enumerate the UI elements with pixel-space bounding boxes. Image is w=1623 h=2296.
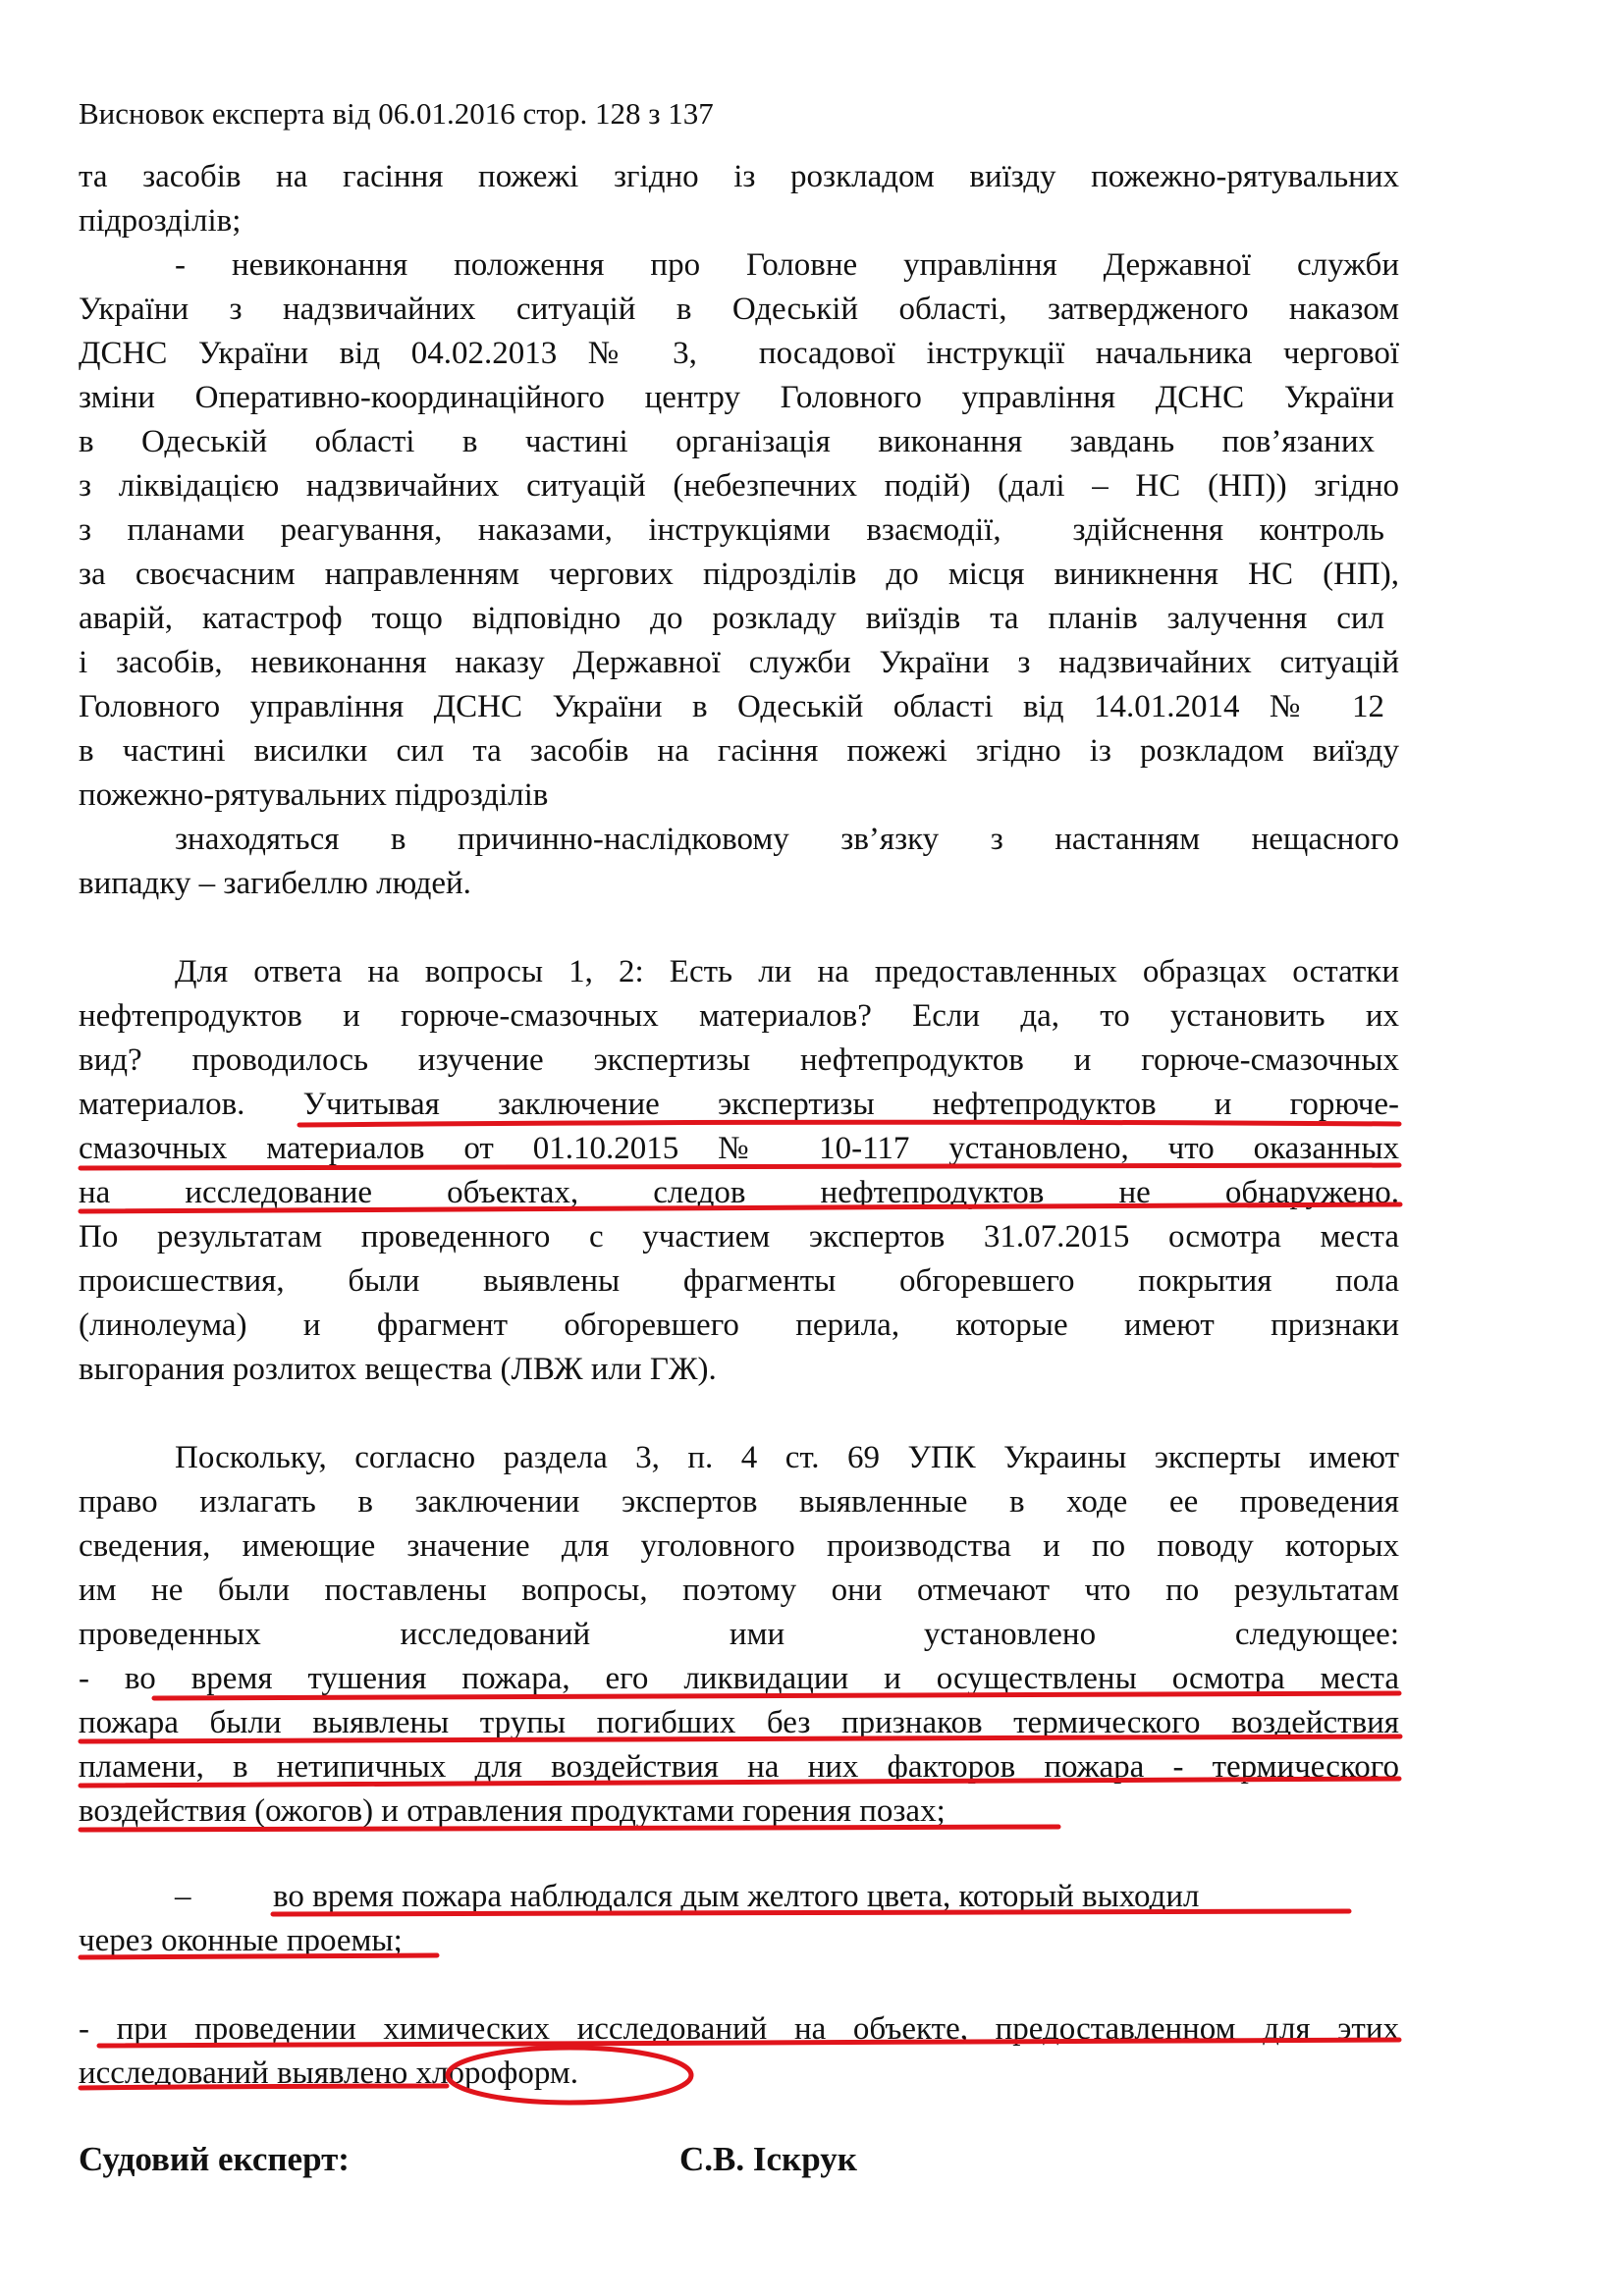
text-line: - во время тушения пожара, его ликвидации и осуществлены осмотра места <box>79 1661 1399 1696</box>
text-line: та засобів на гасіння пожежі згідно із розкладом виїзду пожежно-рятувальних <box>79 159 1399 194</box>
text-line: зміни Оперативно-координаційного центру Головного управління ДСНС України <box>79 380 1394 415</box>
text-line: - при проведении химических исследований на объекте, предоставленном для этих <box>79 2011 1399 2047</box>
signature-role: Судовий експерт: <box>79 2140 350 2178</box>
text-line: во время пожара наблюдался дым желтого цвета, который выходил <box>273 1879 1200 1914</box>
text-line: вид? проводилось изучение экспертизы нефтепродуктов и горюче-смазочных <box>79 1042 1399 1078</box>
text-line: выгорания розлитох вещества (ЛВЖ или ГЖ). <box>79 1352 717 1387</box>
text-line: за своєчасним направленням чергових підрозділів до місця виникнення НС (НП), <box>79 557 1399 592</box>
text-line: на исследование объектах, следов нефтепродуктов не обнаружено. <box>79 1175 1399 1210</box>
text-line: пожара были выявлены трупы погибших без признаков термического воздействия <box>79 1705 1399 1740</box>
text-line: аварій, катастроф тощо відповідно до розкладу виїздів та планів залучення сил <box>79 601 1384 636</box>
text-line: ДСНС України від 04.02.2013 № 3, посадової інструкції начальника чергової <box>79 336 1399 371</box>
text-line: знаходяться в причинно-наслідковому зв’язку з настанням нещасного <box>175 822 1399 857</box>
text-line: им не были поставлены вопросы, поэтому они отмечают что по результатам <box>79 1573 1399 1608</box>
text-line: (линолеума) и фрагмент обгоревшего перила, которые имеют признаки <box>79 1308 1399 1343</box>
text-line: происшествия, были выявлены фрагменты обгоревшего покрытия пола <box>79 1263 1399 1299</box>
text-line: - невиконання положення про Головне управління Державної служби <box>175 247 1399 283</box>
text-line: проведенных исследований ими установлено следующее: <box>79 1617 1399 1652</box>
text-line: воздействия (ожогов) и отравления продуктами горения позах; <box>79 1793 946 1829</box>
text-line: випадку – загибеллю людей. <box>79 866 471 901</box>
text-line: підрозділів; <box>79 203 242 239</box>
text-line: По результатам проведенного с участием экспертов 31.07.2015 осмотра места <box>79 1219 1399 1255</box>
text-line: в Одеській області в частині організація виконання завдань пов’язаних <box>79 424 1375 459</box>
text-line: пламени, в нетипичных для воздействия на них факторов пожара - термического <box>79 1749 1399 1785</box>
text-line: смазочных материалов от 01.10.2015 № 10-117 установлено, что оказанных <box>79 1131 1399 1166</box>
text-line: Головного управління ДСНС України в Одеській області від 14.01.2014 № 12 <box>79 689 1384 724</box>
text-line: з ліквідацією надзвичайних ситуацій (небезпечних подій) (далі – НС (НП)) згідно <box>79 468 1399 504</box>
signature-name: С.В. Іскрук <box>679 2140 857 2178</box>
text-line: України з надзвичайних ситуацій в Одеській області, затвердженого наказом <box>79 292 1399 327</box>
text-line: з планами реагування, наказами, інструкціями взаємодії, здійснення контроль <box>79 512 1384 548</box>
text-line: нефтепродуктов и горюче-смазочных материалов? Если да, то установить их <box>79 998 1399 1034</box>
text-line: в частині висилки сил та засобів на гасіння пожежі згідно із розкладом виїзду <box>79 733 1399 769</box>
text-line: Поскольку, согласно раздела 3, п. 4 ст. 69 УПК Украины эксперты имеют <box>175 1440 1399 1475</box>
text-line: пожежно-рятувальних підрозділів <box>79 777 549 813</box>
text-line: через оконные проемы; <box>79 1923 403 1958</box>
dash-marker: – <box>175 1879 191 1914</box>
text-line: сведения, имеющие значение для уголовного производства и по поводу которых <box>79 1528 1399 1564</box>
text-line: Для ответа на вопросы 1, 2: Есть ли на предоставленных образцах остатки <box>175 954 1399 989</box>
page-header: Висновок експерта від 06.01.2016 стор. 128 з 137 <box>79 96 714 131</box>
text-line: материалов. Учитывая заключение экспертизы нефтепродуктов и горюче- <box>79 1087 1399 1122</box>
text-line: исследований выявлено хлороформ. <box>79 2056 579 2091</box>
text-line: і засобів, невиконання наказу Державної служби України з надзвичайних ситуацій <box>79 645 1399 680</box>
text-line: право излагать в заключении экспертов выявленные в ходе ее проведения <box>79 1484 1399 1520</box>
